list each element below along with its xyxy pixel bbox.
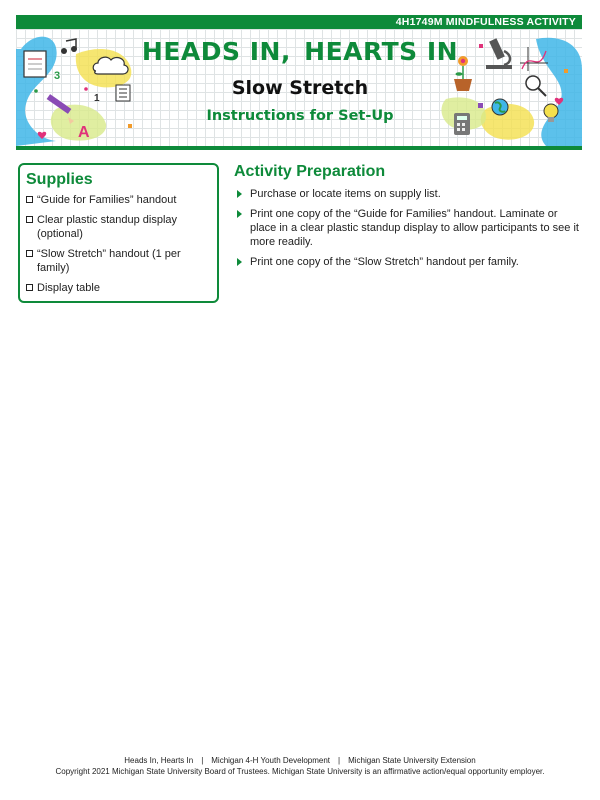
preparation-item [234,207,584,249]
activity-code-label: 4H1749M MINDFULNESS ACTIVITY [395,16,576,28]
checkbox-icon [26,196,33,203]
footer-org-4h: Michigan 4-H Youth Development [211,756,331,765]
letter-a-icon: A [78,124,90,141]
preparation-item-text: Print one copy of the “Guide for Families” handout. Laminate or place in a clear plastic standup display to allow participants to see it more readily. [250,208,579,248]
series-title [0,37,600,66]
header-top-bar [16,15,582,29]
preparation-item-text: Print one copy of the “Slow Stretch” handout per family. [250,256,519,268]
header-bottom-bar [16,146,582,150]
supplies-heading: Supplies [26,171,93,188]
supply-item [26,193,211,207]
supply-item-label: “Guide for Families” handout [37,194,177,206]
preparation-item-text: Purchase or locate items on supply list. [250,188,441,200]
activity-subtitle: Instructions for Set-Up [206,108,394,124]
footer-copyright: Copyright 2021 Michigan State University Board of Trustees. Michigan State University is an affirmative action/equal opportunity employer. [55,767,545,776]
series-title-part1: HEADS IN, [141,37,291,66]
footer-program-name: Heads In, Hearts In [124,756,194,765]
activity-title: Slow Stretch [231,77,369,99]
footer-credits: Heads In, Hearts In | Michigan 4-H Youth Development | Michigan State University Extension [124,756,476,765]
supply-item-label: “Slow Stretch” handout (1 per family) [37,248,181,274]
checkbox-icon [26,250,33,257]
digit-one: 1 [94,93,100,104]
series-title-part2: HEARTS IN [304,37,459,66]
preparation-item [234,255,584,269]
supply-item-label: Display table [37,282,100,294]
digit-three: 3 [54,70,61,82]
bullet-arrow-icon [237,258,242,266]
supply-item [26,281,211,295]
preparation-list [234,187,584,269]
preparation-item [234,187,584,201]
checkbox-icon [26,216,33,223]
supply-item-label: Clear plastic standup display (optional) [37,214,178,240]
bullet-arrow-icon [237,190,242,198]
preparation-heading: Activity Preparation [234,163,386,180]
checkbox-icon [26,284,33,291]
supply-item [26,247,211,275]
supply-item [26,213,211,241]
footer-org-msu: Michigan State University Extension [348,756,476,765]
supplies-list [26,193,211,295]
bullet-arrow-icon [237,210,242,218]
activity-preparation-section [234,163,584,275]
supplies-box [18,163,219,303]
